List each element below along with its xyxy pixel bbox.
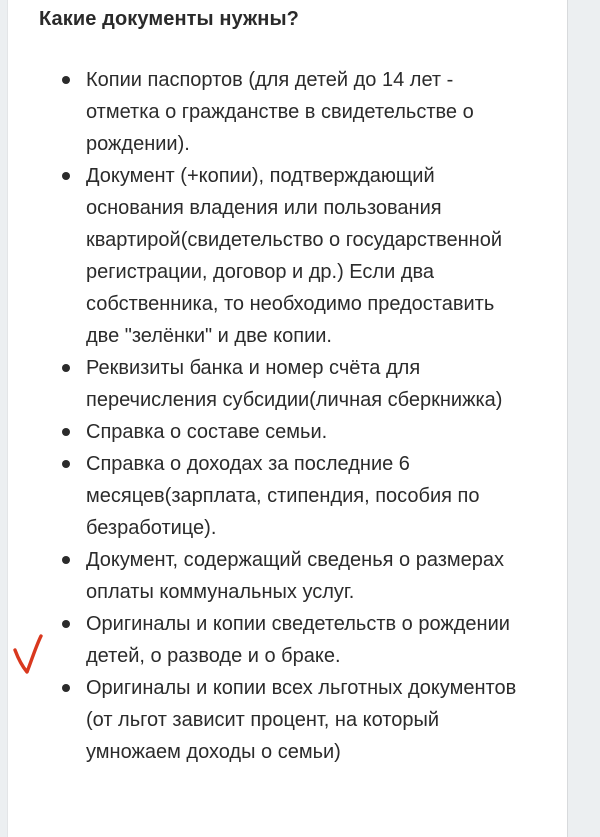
section-heading: Какие документы нужны? — [39, 8, 299, 30]
bullet-icon — [62, 620, 70, 628]
bullet-icon — [62, 172, 70, 180]
list-item — [62, 352, 532, 416]
list-item — [62, 672, 532, 768]
list-item — [62, 448, 532, 544]
bullet-icon — [62, 364, 70, 372]
list-item-text: Документ, содержащий сведенья о размерах оплаты коммунальных услуг. — [86, 549, 505, 603]
list-item — [62, 608, 532, 672]
list-item-text: Оригиналы и копии всех льготных документов (от льгот зависит процент, на который умножаем доходы о семьи) — [86, 677, 517, 763]
list-item — [62, 416, 532, 448]
list-item-text: Справка о составе семьи. — [86, 421, 328, 443]
list-item — [62, 160, 532, 352]
list-item-text: Реквизиты банка и номер счёта для перечисления субсидии(личная сберкнижка) — [86, 357, 503, 411]
list-item-text: Справка о доходах за последние 6 месяцев(зарплата, стипендия, пособия по безработице). — [86, 453, 480, 539]
list-item-text: Документ (+копии), подтверждающий основания владения или пользования квартирой(свидетельство о государственной регистрации, договор и др.) Если два собственника, то необходимо предоставить две "зелёнки" и две копии. — [86, 165, 502, 347]
bullet-icon — [62, 684, 70, 692]
list-item — [62, 64, 532, 160]
documents-list — [62, 64, 532, 768]
bullet-icon — [62, 460, 70, 468]
bullet-icon — [62, 428, 70, 436]
red-checkmark-icon — [8, 628, 48, 678]
article-card — [7, 0, 568, 837]
bullet-icon — [62, 76, 70, 84]
bullet-icon — [62, 556, 70, 564]
list-item-text: Оригиналы и копии сведетельств о рождении детей, о разводе и о браке. — [86, 613, 510, 667]
list-item — [62, 544, 532, 608]
list-item-text: Копии паспортов (для детей до 14 лет - отметка о гражданстве в свидетельстве о рождении). — [86, 69, 474, 155]
